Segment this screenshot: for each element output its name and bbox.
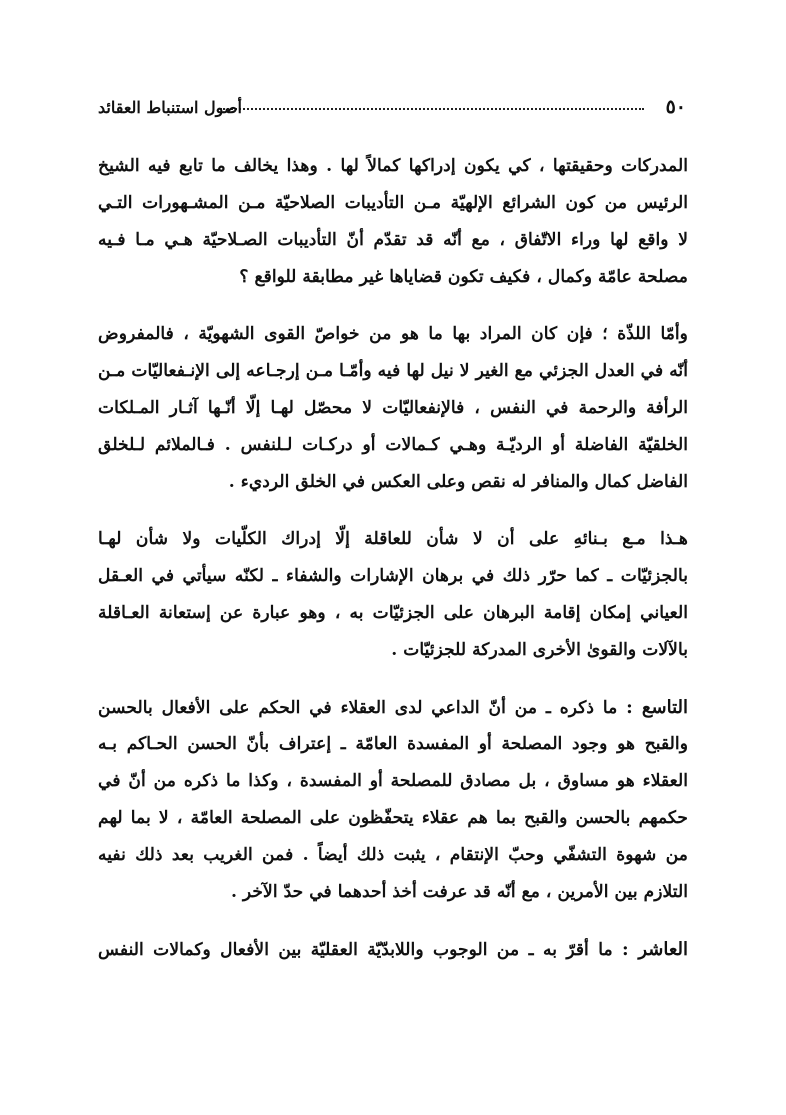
text-line bbox=[98, 931, 688, 968]
text-line: الرأفة والرحمة في النفس ، فالإنفعاليّات لا محصّل لهـا إلّا أنّـها آثـار المـلكات bbox=[98, 398, 688, 418]
text-line bbox=[98, 689, 688, 726]
text-line: العقلاء هو مساوق ، بل مصادق للمصلحة أو المفسدة ، وكذا ما ذكره من أنّ في bbox=[98, 771, 688, 791]
text-line: لا واقع لها وراء الاتّفاق ، مع أنّه قد تقدّم أنّ التأديبات الصـلاحيّة هـي مـا فـيه bbox=[98, 230, 688, 250]
text-line: مصلحة عامّة وكمال ، فكيف تكون قضاياها غير مطابقة للواقع ؟ bbox=[239, 267, 688, 287]
text-line: وأمّا اللذّة ؛ فإن كان المراد بها ما هو من خواصّ القوى الشهويّة ، فالمفروض bbox=[98, 324, 688, 344]
text-line: والقبح هو وجود المصلحة أو المفسدة العامّة ـ إعتراف بأنّ الحسن الحـاكم بـه bbox=[98, 734, 688, 754]
paragraph bbox=[98, 689, 688, 911]
text-line: أنّه في العدل الجزئي مع الغير لا نيل لها فيه وأمّـا مـن إرجـاعه إلى الإنـفعاليّات مـن bbox=[98, 361, 688, 381]
text-line: من شهوة التشفّي وحبّ الإنتقام ، يثبت ذلك أيضاً . فمن الغريب بعد ذلك نفيه bbox=[98, 845, 688, 865]
paragraph-gap bbox=[98, 501, 688, 521]
page-number: ٥٠ bbox=[665, 96, 686, 118]
body-text bbox=[98, 148, 688, 968]
text-line-content: ما أقرّ به ـ من الوجوب واللابدّيّة العقليّة بين الأفعال وكمالات النفس bbox=[98, 940, 613, 960]
paragraph-gap bbox=[98, 911, 688, 931]
header-dotted-leader bbox=[220, 108, 644, 110]
text-line: الرئيس من كون الشرائع الإلهيّة مـن التأديبات الصلاحيّة مـن المشـهورات التـي bbox=[98, 193, 688, 213]
paragraph bbox=[98, 316, 688, 501]
text-line: الفاضل كمال والمنافر له نقص وعلى العكس في الخلق الرديء . bbox=[228, 472, 688, 492]
section-lead: التاسع : bbox=[626, 697, 688, 718]
page-header bbox=[98, 96, 686, 126]
paragraph bbox=[98, 521, 688, 669]
text-line: التلازم بين الأمرين ، مع أنّه قد عرفت أخذ أحدهما في حدّ الآخر . bbox=[230, 882, 688, 902]
paragraph-gap bbox=[98, 296, 688, 316]
text-line-content: ما ذكره ـ من أنّ الداعي لدى العقلاء في الحكم على الأفعال بالحسن bbox=[98, 698, 618, 718]
running-title: أصول استنباط العقائد bbox=[98, 98, 242, 117]
text-line: حكمهم بالحسن والقبح بما هم عقلاء يتحفّظون على المصلحة العامّة ، لا بما لهم bbox=[98, 808, 688, 828]
paragraph bbox=[98, 931, 688, 968]
text-line: المدركات وحقيقتها ، كي يكون إدراكها كمالاً لها . وهذا يخالف ما تابع فيه الشيخ bbox=[98, 156, 688, 176]
text-line: بالجزئيّات ـ كما حرّر ذلك في برهان الإشارات والشفاء ـ لكنّه سيأتي في العـقل bbox=[98, 566, 688, 586]
paragraph bbox=[98, 148, 688, 296]
section-lead: العاشر : bbox=[622, 939, 688, 960]
paragraph-gap bbox=[98, 669, 688, 689]
text-line: هـذا مـع بـنائهِ على أن لا شأن للعاقلة إلّا إدراك الكلّيات ولا شأن لهـا bbox=[98, 529, 688, 549]
text-line: الخلقيّة الفاضلة أو الرديّـة وهـي كـمالات أو دركـات لـلنفس . فـالملائم لـلخلق bbox=[98, 435, 688, 455]
text-line: بالآلات والقوىٰ الأخرى المدركة للجزئيّات . bbox=[391, 640, 688, 660]
text-line: العياني إمكان إقامة البرهان على الجزئيّات به ، وهو عبارة عن إستعانة العـاقلة bbox=[98, 603, 688, 623]
